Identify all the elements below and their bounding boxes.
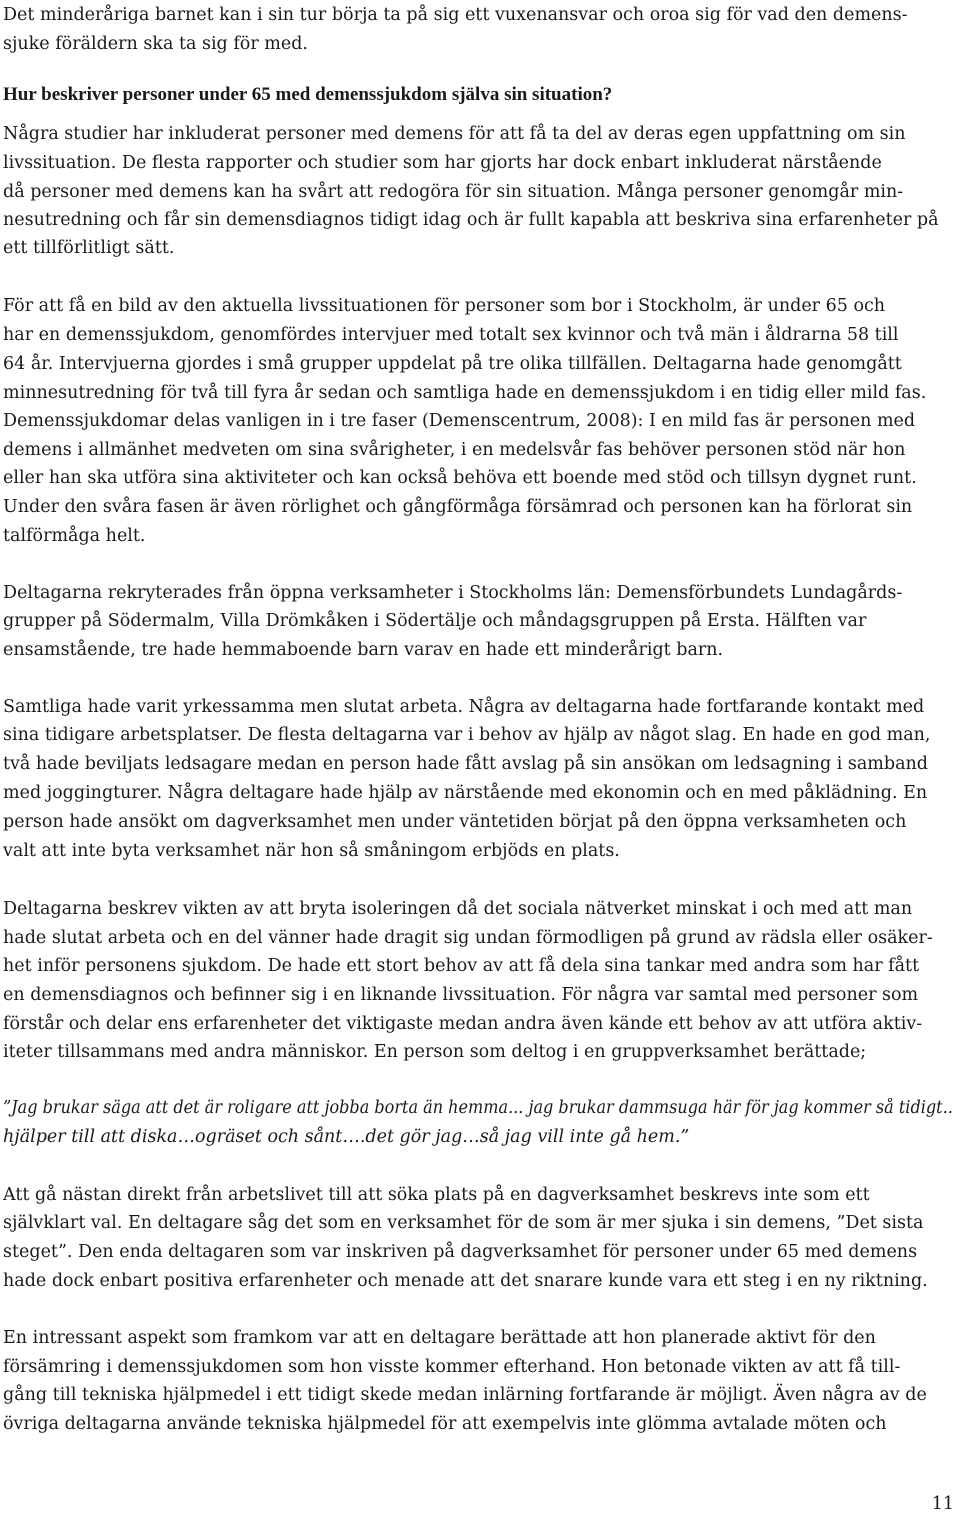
text-line: hade dock enbart positiva erfarenheter och menade att det snarare kunde vara ett steg i en ny riktning. xyxy=(3,1271,928,1291)
quote-line: hjälper till att diska…ogräset och sånt….det gör jag…så jag vill inte gå hem.” xyxy=(3,1127,690,1147)
text-line: självklart val. En deltagare såg det som en verksamhet för de som är mer sjuka i sin demens, ”Det sista xyxy=(3,1213,924,1233)
text-line: sina tidigare arbetsplatser. De flesta deltagarna var i behov av hjälp av något slag. En hade en god man, xyxy=(3,725,931,745)
text-line: valt att inte byta verksamhet när hon så småningom erbjöds en plats. xyxy=(3,841,620,861)
text-line: nesutredning och får sin demensdiagnos tidigt idag och är fullt kapabla att beskriva sina erfarenheter på xyxy=(3,210,939,230)
text-line: då personer med demens kan ha svårt att redogöra för sin situation. Många personer genomgår min- xyxy=(3,182,904,202)
text-line: iteter tillsammans med andra människor. En person som deltog i en gruppverksamhet berättade; xyxy=(3,1042,867,1062)
text-line: övriga deltagarna använde tekniska hjälpmedel för att exempelvis inte glömma avtalade möten och xyxy=(3,1414,887,1434)
text-line: grupper på Södermalm, Villa Drömkåken i Södertälje och måndagsgruppen på Ersta. Hälften var xyxy=(3,611,867,631)
text-line: med joggingturer. Några deltagare hade hjälp av närstående med ekonomin och en med påklädning. En xyxy=(3,783,928,803)
text-line: ett tillförlitligt sätt. xyxy=(3,238,175,258)
text-line: het inför personens sjukdom. De hade ett stort behov av att få dela sina tankar med andra som har fått xyxy=(3,956,920,976)
text-line: 64 år. Intervjuerna gjordes i små grupper uppdelat på tre olika tillfällen. Deltagarna hade genomgått xyxy=(3,354,902,374)
text-line: försämring i demenssjukdomen som hon visste kommer efterhand. Hon betonade vikten av att få till- xyxy=(3,1357,901,1377)
text-line: har en demenssjukdom, genomfördes intervjuer med totalt sex kvinnor och två män i åldrarna 58 till xyxy=(3,325,899,345)
page-number: 11 xyxy=(931,1494,954,1514)
text-line: livssituation. De flesta rapporter och studier som har gjorts har dock enbart inkluderat närstående xyxy=(3,153,882,173)
text-line: förstår och delar ens erfarenheter det viktigaste medan andra även kände ett behov av att utföra aktiv- xyxy=(3,1014,923,1034)
text-line: hade slutat arbeta och en del vänner hade dragit sig undan förmodligen på grund av rädsla eller osäker- xyxy=(3,928,933,948)
text-line: Deltagarna beskrev vikten av att bryta isoleringen då det sociala nätverket minskat i och med att man xyxy=(3,899,913,919)
text-line: ensamstående, tre hade hemmaboende barn varav en hade ett minderårigt barn. xyxy=(3,640,724,660)
text-line: Att gå nästan direkt från arbetslivet till att söka plats på en dagverksamhet beskrevs inte som ett xyxy=(3,1185,870,1205)
text-line: Samtliga hade varit yrkessamma men slutat arbeta. Några av deltagarna hade fortfarande kontakt med xyxy=(3,697,925,717)
text-line: person hade ansökt om dagverksamhet men under väntetiden börjat på den öppna verksamheten och xyxy=(3,812,907,832)
section-heading: Hur beskriver personer under 65 med demenssjukdom själva sin situation? xyxy=(3,84,613,105)
text-line: sjuke föräldern ska ta sig för med. xyxy=(3,34,308,54)
text-line: Det minderåriga barnet kan i sin tur börja ta på sig ett vuxenansvar och oroa sig för vad den demens- xyxy=(3,5,908,25)
quote-line: ”Jag brukar säga att det är roligare att jobba borta än hemma... jag brukar dammsuga här för jag kommer så tidigt.. xyxy=(3,1098,953,1118)
text-line: En intressant aspekt som framkom var att en deltagare berättade att hon planerade aktivt för den xyxy=(3,1328,876,1348)
text-line: två hade beviljats ledsagare medan en person hade fått avslag på sin ansökan om ledsagning i samband xyxy=(3,754,928,774)
text-line: Deltagarna rekryterades från öppna verksamheter i Stockholms län: Demensförbundets Lundagårds- xyxy=(3,583,903,603)
text-line: gång till tekniska hjälpmedel i ett tidigt skede medan inlärning fortfarande är möjligt. Även några av de xyxy=(3,1385,927,1405)
text-line: talförmåga helt. xyxy=(3,526,146,546)
text-line: minnesutredning för två till fyra år sedan och samtliga hade en demenssjukdom i en tidig eller mild fas. xyxy=(3,383,927,403)
text-line: För att få en bild av den aktuella livssituationen för personer som bor i Stockholm, är under 65 och xyxy=(3,296,886,316)
text-line: Under den svåra fasen är även rörlighet och gångförmåga försämrad och personen kan ha förlorat sin xyxy=(3,497,913,517)
text-line: steget”. Den enda deltagaren som var inskriven på dagverksamhet för personer under 65 med demens xyxy=(3,1242,918,1262)
text-line: en demensdiagnos och befinner sig i en liknande livssituation. För några var samtal med personer som xyxy=(3,985,919,1005)
text-line: Några studier har inkluderat personer med demens för att få ta del av deras egen uppfattning om sin xyxy=(3,124,906,144)
text-line: Demenssjukdomar delas vanligen in i tre faser (Demenscentrum, 2008): I en mild fas är personen med xyxy=(3,411,916,431)
text-line: eller han ska utföra sina aktiviteter och kan också behöva ett boende med stöd och tillsyn dygnet runt. xyxy=(3,468,917,488)
text-line: demens i allmänhet medveten om sina svårigheter, i en medelsvår fas behöver personen stöd när hon xyxy=(3,440,906,460)
